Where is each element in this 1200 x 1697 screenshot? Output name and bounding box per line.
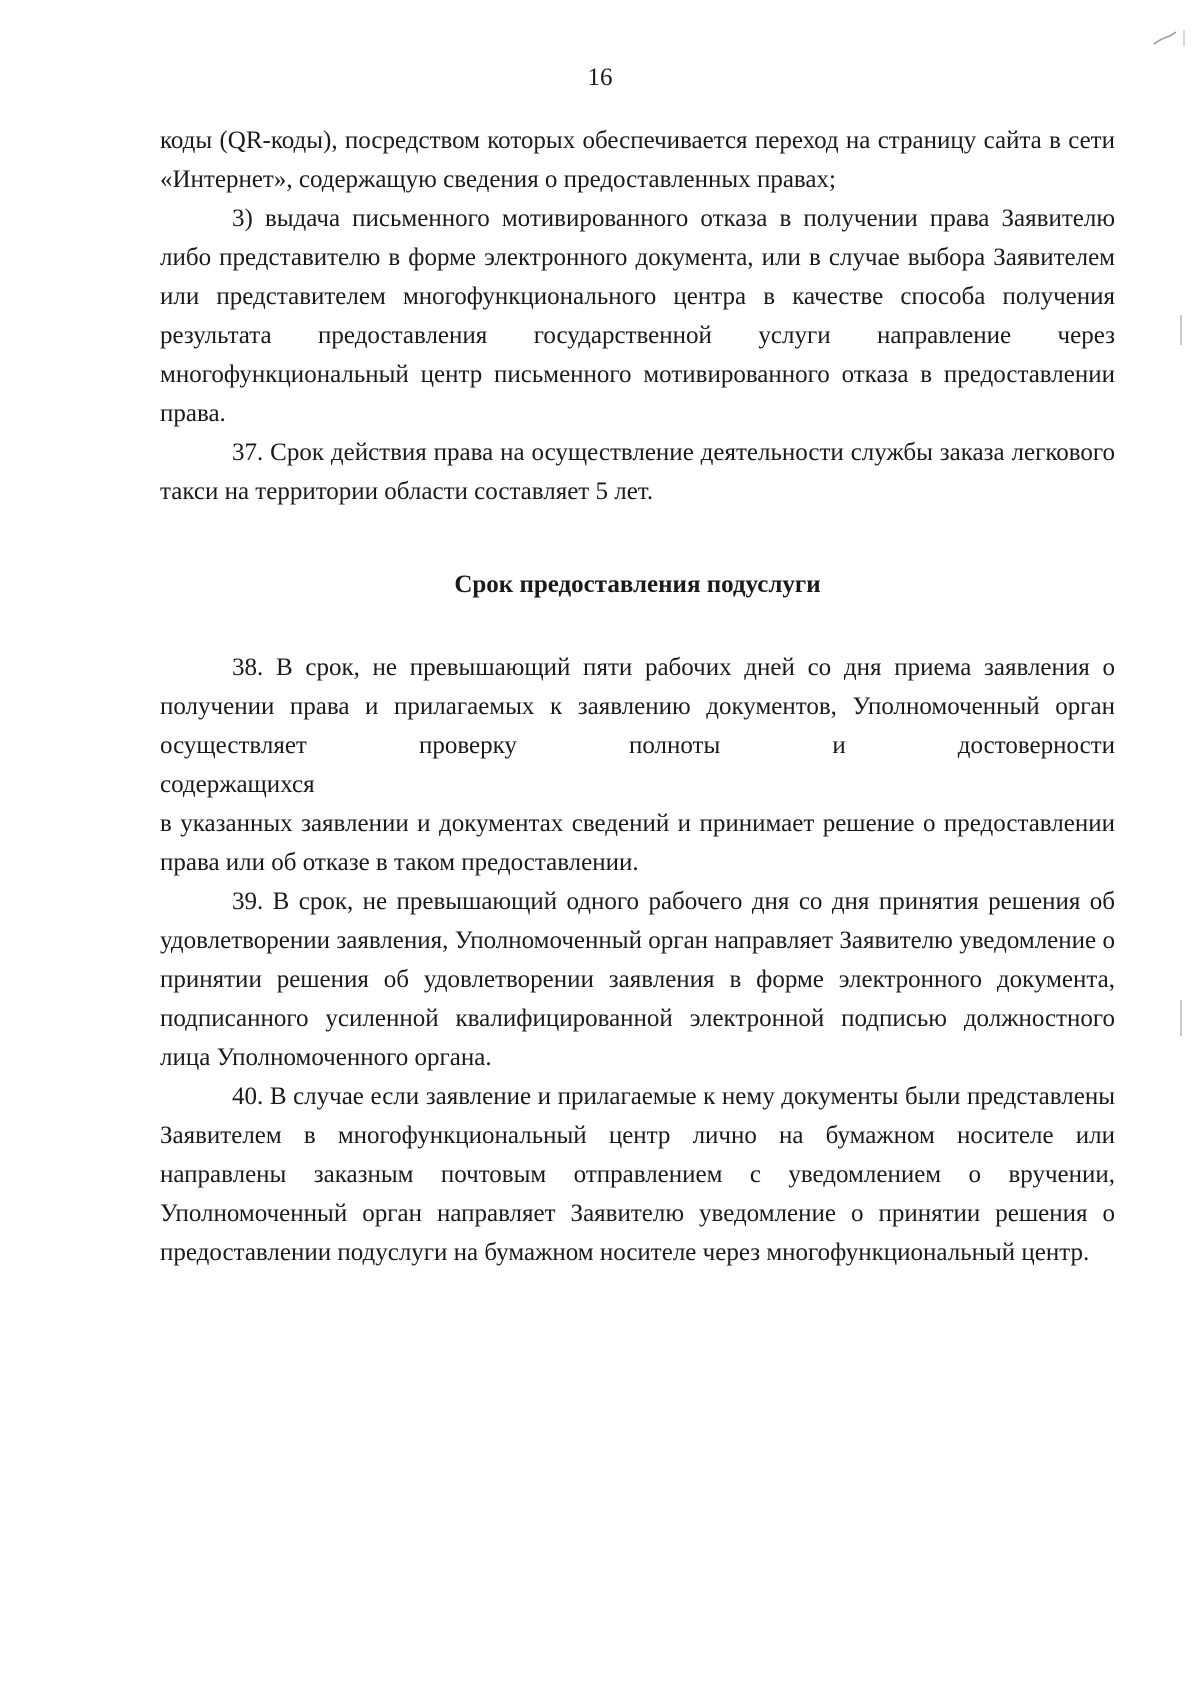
- page-number: 16: [587, 64, 613, 91]
- paragraph-38-part3: в указанных заявлении и документах сведений и принимает решение о предоставлении права или об отказе в таком предоставлении.: [160, 810, 1115, 876]
- paragraph-37: 37. Срок действия права на осуществление деятельности службы заказа легкового такси на территории области составляет 5 лет.: [160, 439, 1115, 505]
- text-block-bottom: [160, 648, 1115, 1272]
- paragraph-40: 40. В случае если заявление и прилагаемые к нему документы были представлены Заявителем в многофункциональный центр лично на бумажном носителе или направлены заказным почтовым отправлением с уведомлением о вручении, Уполномоченный орган направляет Заявителю уведомление о принятии решения о предоставлении подуслуги на бумажном носителе через многофункциональный центр.: [160, 1083, 1115, 1266]
- scan-artifact: [1180, 315, 1182, 345]
- pen-mark-icon: [1150, 28, 1190, 48]
- section-heading: Срок предоставления подуслуги: [454, 571, 821, 598]
- paragraph-refusal: 3) выдача письменного мотивированного отказа в получении права Заявителю либо представителю в форме электронного документа, или в случае выбора Заявителем или представителем многофункционального центра в качестве способа получения результата предоставления государственной услуги направление через многофункциональный центр письменного мотивированного отказа в предоставлении права.: [160, 205, 1115, 427]
- paragraph-38-part2: содержащихся: [160, 771, 315, 798]
- scan-artifact: [1180, 1000, 1182, 1036]
- text-block-top: [160, 121, 1115, 511]
- paragraph-38-part1: 38. В срок, не превышающий пяти рабочих дней со дня приема заявления о получении права и прилагаемых к заявлению документов, Уполномоченный орган осуществляет проверку полноты и достоверности: [160, 654, 1115, 759]
- paragraph-39: 39. В срок, не превышающий одного рабочего дня со дня принятия решения об удовлетворении заявления, Уполномоченный орган направляет Заявителю уведомление о принятии решения об удовлетворении заявления в форме электронного документа, подписанного усиленной квалифицированной электронной подписью должностного лица Уполномоченного органа.: [160, 888, 1115, 1071]
- paragraph-qr-codes: коды (QR-коды), посредством которых обеспечивается переход на страницу сайта в сети «Интернет», содержащую сведения о предоставленных правах;: [160, 127, 1115, 193]
